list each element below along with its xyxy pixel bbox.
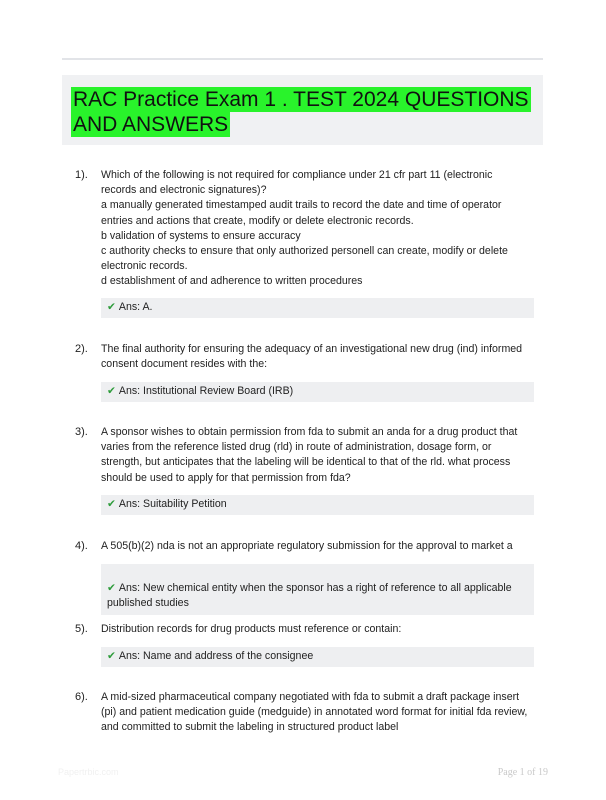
answer-text: Ans: A. [118,301,153,313]
answer-box-1 [101,298,534,318]
answer-text: Ans: Institutional Review Board (IRB) [118,385,294,397]
answer-text: Ans: New chemical entity when the sponsor has a right of reference to all applicable published studies [107,582,512,610]
question-text: Which of the following is not required for compliance under 21 cfr part 11 (electronic records and electronic signatures)? a manually generated timestamped audit trails to record the date and time of operator entries and actions that create, modify or delete electronic records. b validation of systems to ensure accuracy c authority checks to ensure that only authorized personell can create, modify or delete electronic records. d establishment of and adherence to written procedures [101,169,508,288]
answer-box-5 [101,647,534,667]
question-number: 6). [75,691,88,703]
top-divider [62,58,543,60]
footer-site-watermark: Papertrbic.com [58,767,119,777]
answer-box-3 [101,495,534,515]
question-number: 4). [75,540,88,552]
question-text: The final authority for ensuring the adequacy of an investigational new drug (ind) informed consent document resides with the: [101,343,523,371]
check-icon: ✔ [107,301,116,313]
question-text: A mid-sized pharmaceutical company negotiated with fda to submit a draft package insert (pi) and patient medication guide (medguide) in annotated word format for initial fda review, and committed to submit the labeling in structured product label [101,691,528,734]
page-number: Page 1 of 19 [497,767,548,778]
check-icon: ✔ [107,498,116,510]
question-number: 3). [75,426,88,438]
answer-box-2 [101,382,534,402]
check-icon: ✔ [107,650,116,662]
question-number: 2). [75,343,88,355]
answer-box-4 [101,564,534,615]
question-text: A sponsor wishes to obtain permission from fda to submit an anda for a drug product that varies from the reference listed drug (rld) in route of administration, dosage form, or strength, but anticipates that the labeling will be identical to that of the rld. what process should be used to apply for that permission from fda? [101,426,518,484]
answer-text: Ans: Suitability Petition [118,498,227,510]
check-icon: ✔ [107,385,116,397]
question-number: 1). [75,169,88,181]
check-icon: ✔ [107,582,116,595]
question-text: Distribution records for drug products must reference or contain: [101,623,402,635]
answer-text: Ans: Name and address of the consignee [118,650,314,662]
page-title: RAC Practice Exam 1 . TEST 2024 QUESTIONS AND ANSWERS [73,88,529,136]
question-text: A 505(b)(2) nda is not an appropriate regulatory submission for the approval to market a [101,540,513,552]
question-number: 5). [75,623,88,635]
